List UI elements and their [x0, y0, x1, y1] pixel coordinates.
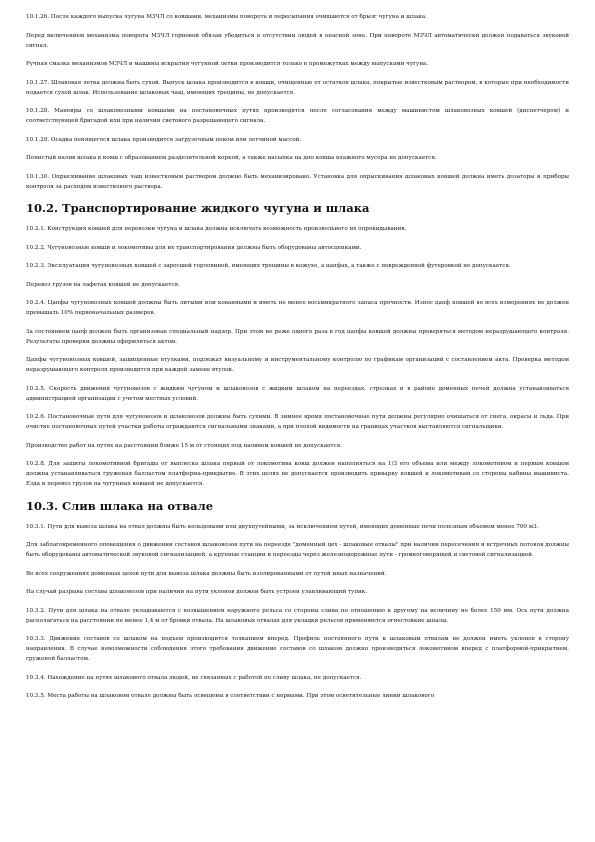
- paragraph: 10.3.5. Места работы на шлаковом отвале должны быть освещены в соответствии с нормами. При этом осветительные линии шлакового: [26, 693, 435, 699]
- paragraph: 10.2.6. Постановочные пути для чугуновозов и шлаковозов должны быть сухими. В зимнее время постановочные пути должны регулярно очищаться от снега, окрасы и льда. При очистке постановочных путей участки работы ограждаются сигнальными знаками, а при плохой видимости на границах участков выставляются сигнальщики.: [26, 414, 569, 430]
- paragraph: 10.2.4. Цапфы чугуновозных ковшей должны быть литыми или кованными и иметь не менее восьмикратного запаса прочности. Износ цапф ковшей во всех измерениях не должен превышать 10% первоначальных размеров.: [26, 300, 569, 316]
- paragraph: 10.1.29. Осадка пенящегося шлака производится загрузочным пеком или летчиной массой.: [26, 136, 302, 143]
- paragraph: 10.3.3. Движение составов со шлаком на подъем производится толканием вперед. Профиль постоянного пути к шлаковым отвалам не должен иметь уклонов в сторону направления. В случае невозможности соблюдения этого требования движение составов со шлаком должно производиться локомотивом вперед с платформой-прикрытием, груженой балластом.: [26, 636, 569, 662]
- paragraph: Производство работ на путях на расстоянии ближе 15 м от стоящих под наливом ковшей не допускается.: [26, 442, 342, 449]
- paragraph: Цапфы чугуновозных ковшей, защищенные втулками, подлежат визуальному и инструментальному контролю по графикам организаций с составлением акта. Проверка методом неразрушающего контроля производится при каждой замене втулок.: [26, 357, 569, 373]
- paragraph: 10.2.2. Чугуновозные ковши и локомотивы для их транспортирования должны быть оборудованы автосцепками.: [26, 244, 362, 251]
- paragraph: 10.2.3. Эксплуатация чугуновозных ковшей с заросшей горловиной, имеющих трещины в кожухе, а цапфах, а также с поврежденной футеровкой не допускается.: [26, 263, 511, 269]
- paragraph: 10.3.2. Пути для шлака на отвале укладываются с возвышением наружного рельса со стороны слива по отношению к другому на величину не более 150 мм. Ось пути должна располагаться на расстоянии не менее 1,4 м от бровки отвала. На шлаковых отвалах для укладки рельсов применяются огнестойкие шпалы.: [26, 607, 569, 624]
- paragraph: 10.2.1. Конструкция ковшей для перевозки чугуна и шлака должна исключать возможность произвольного их опрокидывания.: [26, 226, 407, 232]
- paragraph: Пенистый налив шлака в ковш с образованием разделительной коркой, а также насыпка на дно ковша влажного мусора не допускается.: [26, 155, 437, 161]
- paragraph: 10.3.1. Пути для вывоза шлака на отвал должны быть кольцевыми или двухпутейными, за исключением путей, имеющих доменные печи полезным объемом менее 700 м3.: [26, 523, 539, 530]
- section-heading: 10.2. Транспортирование жидкого чугуна и шлака: [26, 201, 370, 215]
- paragraph: Для заблаговременного оповещения о движении составов шлаковозов пути на переезде "доменный цех - шлаковые отвалы" при наличии пересечения и встречных потоков должны быть оборудованы автоматической звуковой сигнализацией, а крупные станции и переезды через железнодорожные пути - громкоговорящей и световой сигнализацией.: [26, 542, 569, 558]
- document-body: [26, 12, 569, 701]
- paragraph: 10.3.4. Нахождение на путях шлакового отвала людей, не связанных с работой по сливу шлака, не допускается.: [26, 674, 362, 681]
- paragraph: 10.1.27. Шлаковая летка должна быть сухой. Выпуск шлака производится в ковши, очищенные от остатков шлака, покрытые известковым раствором, в которые при необходимости подается сухой шлак. Использование шлаковых чаш, имеющих трещины, не допускается.: [26, 79, 569, 96]
- paragraph: 10.1.28. Маневры со шлаковозными ковшами на постановочных путях производятся после согласования между машинистом шлаковозных ковшей (диспетчером) и соответствующей бригадой или при наличии светового разрешающего сигнала.: [26, 108, 569, 124]
- paragraph: 10.2.8. Для защиты локомотивной бригады от выплеска шлака первый от локомотива ковш должен наполняться на 1/3 его объема или между локомотивом и первым ковшом должна устанавливаться груженая балластом платформа-прикрытие. В этих целях не допускается производить приварку ковшей к локомотивам со стороны кабины машиниста. Езда и перевоз грузов на чугунных ковшей не допускается.: [26, 461, 569, 487]
- paragraph: Перевоз грузов на лафетах ковшей не допускается.: [26, 281, 180, 288]
- paragraph: За состоянием цапф должен быть организован специальный надзор. При этом не реже одного раза в год цапфы ковшей должны проверяться методом неразрушающего контроля. Результаты проверки должны оформляться актом.: [26, 328, 569, 345]
- paragraph: 10.1.26. После каждого выпуска чугуна МЗЧЛ со ковшами, механизмы поворота и пересыпания очищаются от брызг чугуна и шлака.: [26, 14, 427, 20]
- paragraph: Ручная смазка механизмов МЗЧЛ и машины вскрытия чугунной летки производится только в промежутках между выпусками чугуна.: [26, 61, 429, 67]
- paragraph: На случай разрыва состава шлаковозов при наличии на пути уклонов должен быть устроен улавливающий тупик.: [26, 589, 368, 595]
- paragraph: 10.2.5. Скорость движения чугуновозов с жидким чугуном и шлаковозов с жидким шлаком на переездах, стрелках и в районе доменных печей должна устанавливаться администрацией организации с учетом местных условий.: [26, 385, 569, 402]
- section-heading: 10.3. Слив шлака на отвале: [26, 498, 214, 513]
- paragraph: Во всех сооружениях доменных цехов пути для вывоза шлака должны быть изолированными от путей иных назначений.: [26, 570, 387, 577]
- paragraph: 10.1.30. Опрыскивание шлаковых чаш известковым раствором должно быть механизировано. Установка для опрыскивания шлаковых ковшей должна иметь дозаторы и приборы контроля за расходом известкового раствора.: [26, 173, 569, 190]
- paragraph: Перед включением механизма поворота МЗЧЛ горновой обязан убедиться в отсутствии людей в опасной зоне. При повороте МЗЧЛ автоматически должен подаваться звуковой сигнал.: [26, 32, 569, 49]
